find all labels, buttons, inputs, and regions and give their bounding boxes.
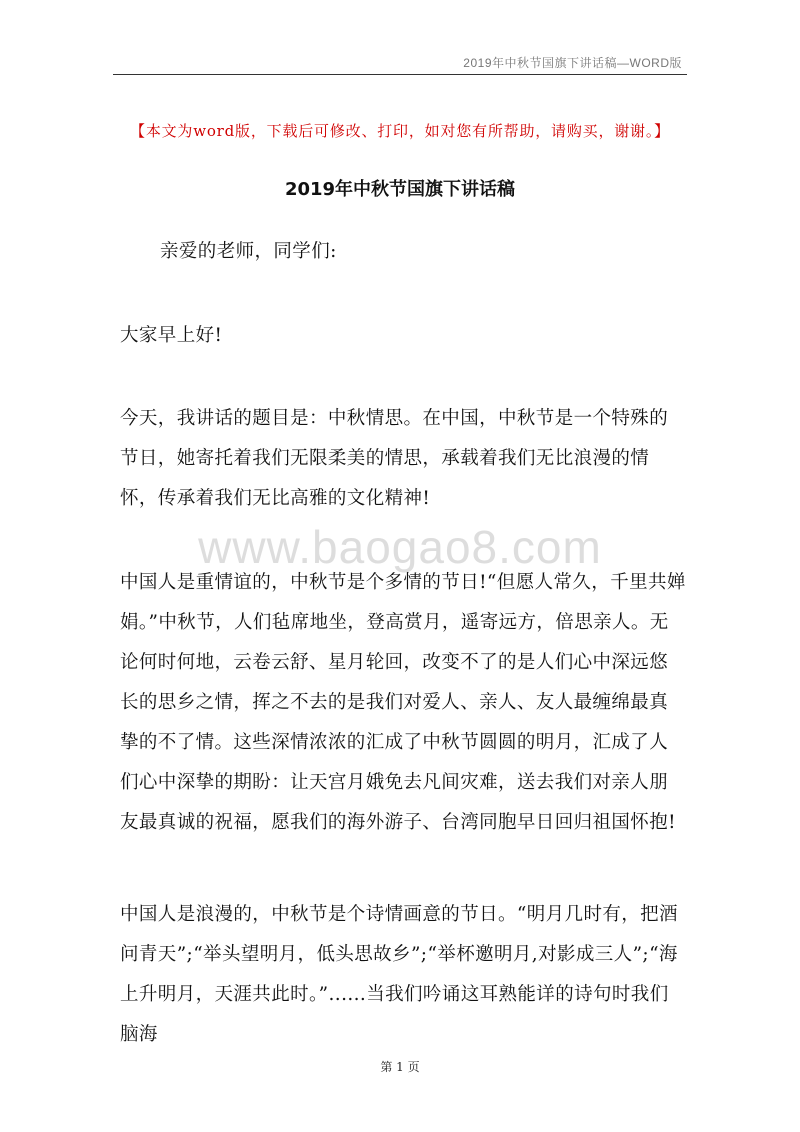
body-paragraph-2: 中国人是重情谊的，中秋节是个多情的节日!“但愿人常久，千里共婵娟。”中秋节，人们毡席地坐，登高赏月，遥寄远方，倍思亲人。无论何时何地，云卷云舒、星月轮回，改变不了的是人们心中深远悠长的思乡之情，挥之不去的是我们对爱人、亲人、友人最缠绵最真挚的不了情。这些深情浓浓的汇成了中秋节圆圆的明月，汇成了人们心中深挚的期盼：让天宫月娥免去凡间灾难，送去我们对亲人朋友最真诚的祝福，愿我们的海外游子、台湾同胞早日回归祖国怀抱! bbox=[120, 572, 686, 833]
greeting-line: 亲爱的老师，同学们: bbox=[160, 241, 337, 262]
page-title: 2019年中秋节国旗下讲话稿 bbox=[284, 179, 516, 200]
header-divider bbox=[113, 74, 687, 75]
body-paragraph-1: 今天，我讲话的题目是：中秋情思。在中国，中秋节是一个特殊的节日，她寄托着我们无限柔美的情思，承载着我们无比浪漫的情怀，传承着我们无比高雅的文化精神! bbox=[120, 408, 669, 509]
morning-line: 大家早上好! bbox=[120, 325, 223, 346]
running-header: 2019年中秋节国旗下讲话稿—WORD版 bbox=[463, 56, 682, 70]
watermark: www.baogao8.com bbox=[198, 521, 602, 573]
purchase-notice: 【本文为word版，下载后可修改、打印，如对您有所帮助，请购买，谢谢。】 bbox=[130, 122, 670, 140]
page-number: 第 1 页 bbox=[380, 1060, 420, 1074]
body-paragraph-3: 中国人是浪漫的，中秋节是个诗情画意的节日。“明月几时有，把酒问青天”;“举头望明月，低头思故乡”;“举杯邀明月,对影成三人”;“海上升明月，天涯共此时。”......当我们吟诵这耳熟能详的诗句时我们脑海 bbox=[120, 904, 678, 1045]
